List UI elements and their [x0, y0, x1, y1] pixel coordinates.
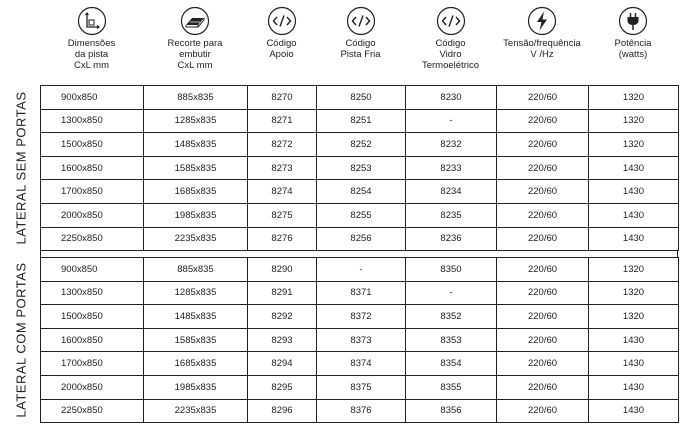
table-row — [41, 180, 679, 204]
section-label-com-portas: LATERAL COM PORTAS — [13, 262, 29, 418]
header-dimensions — [40, 0, 143, 86]
cell-code-vidro: 8233 — [406, 156, 497, 180]
cell-cutout: 1585x835 — [144, 328, 248, 352]
table-row — [41, 227, 679, 251]
cell-code-apoio: 8275 — [248, 203, 317, 227]
cell-voltage: 220/60 — [497, 227, 589, 251]
section-label-sem-portas: LATERAL SEM PORTAS — [13, 91, 29, 245]
cell-voltage: 220/60 — [497, 281, 589, 305]
cell-code-apoio: 8272 — [248, 133, 317, 157]
table-row — [41, 352, 679, 376]
cutout-icon — [180, 6, 210, 36]
cell-power: 1430 — [589, 203, 679, 227]
table-row — [41, 86, 679, 110]
cell-power: 1320 — [589, 281, 679, 305]
cell-code-apoio: 8276 — [248, 227, 317, 251]
cell-voltage: 220/60 — [497, 180, 589, 204]
cell-power: 1430 — [589, 328, 679, 352]
cell-cutout: 1285x835 — [144, 109, 248, 133]
cell-power: 1320 — [589, 305, 679, 329]
table-row — [41, 203, 679, 227]
cell-code-pista-fria: 8374 — [317, 352, 406, 376]
cell-voltage: 220/60 — [497, 352, 589, 376]
header-power — [588, 0, 678, 86]
header-label: Código Apoio — [266, 38, 297, 60]
header-label: Código Vidro Termoelétrico — [421, 38, 480, 71]
cell-voltage: 220/60 — [497, 156, 589, 180]
cell-cutout: 1685x835 — [144, 352, 248, 376]
cell-code-apoio: 8290 — [248, 258, 317, 282]
cell-code-apoio: 8274 — [248, 180, 317, 204]
cell-power: 1430 — [589, 227, 679, 251]
cell-dimensions: 1600x850 — [41, 156, 144, 180]
cell-voltage: 220/60 — [497, 203, 589, 227]
cell-code-vidro: 8232 — [406, 133, 497, 157]
cell-code-vidro: 8234 — [406, 180, 497, 204]
cell-code-apoio: 8273 — [248, 156, 317, 180]
header-cutout — [143, 0, 247, 86]
cell-voltage: 220/60 — [497, 375, 589, 399]
cell-code-pista-fria: 8251 — [317, 109, 406, 133]
cell-dimensions: 2250x850 — [41, 227, 144, 251]
code-icon — [436, 6, 466, 36]
cell-dimensions: 2000x850 — [41, 203, 144, 227]
table-body — [41, 86, 679, 251]
cell-power: 1320 — [589, 109, 679, 133]
cell-dimensions: 1500x850 — [41, 133, 144, 157]
table-com-portas — [40, 257, 679, 423]
cell-code-pista-fria: 8250 — [317, 86, 406, 110]
cell-dimensions: 1500x850 — [41, 305, 144, 329]
cell-code-pista-fria: 8372 — [317, 305, 406, 329]
cell-code-vidro: 8353 — [406, 328, 497, 352]
cell-code-vidro: 8356 — [406, 399, 497, 423]
cell-code-pista-fria: 8252 — [317, 133, 406, 157]
dimensions-icon — [77, 6, 107, 36]
cell-power: 1320 — [589, 133, 679, 157]
table-row — [41, 328, 679, 352]
cell-code-vidro: - — [406, 281, 497, 305]
table-body — [41, 258, 679, 423]
cell-power: 1430 — [589, 352, 679, 376]
cell-cutout: 1485x835 — [144, 305, 248, 329]
table-row — [41, 133, 679, 157]
header-code-pista-fria — [316, 0, 405, 86]
cell-dimensions: 2250x850 — [41, 399, 144, 423]
table-row — [41, 375, 679, 399]
cell-dimensions: 1700x850 — [41, 180, 144, 204]
cell-dimensions: 900x850 — [41, 86, 144, 110]
cell-code-pista-fria: 8254 — [317, 180, 406, 204]
header-label: Código Pista Fria — [340, 38, 381, 60]
cell-cutout: 2235x835 — [144, 227, 248, 251]
cell-code-vidro: 8350 — [406, 258, 497, 282]
cell-cutout: 885x835 — [144, 86, 248, 110]
header-voltage — [496, 0, 588, 86]
cell-code-apoio: 8293 — [248, 328, 317, 352]
table-row — [41, 258, 679, 282]
cell-code-apoio: 8294 — [248, 352, 317, 376]
cell-cutout: 1485x835 — [144, 133, 248, 157]
plug-icon — [618, 6, 648, 36]
header-code-apoio — [247, 0, 316, 86]
lightning-icon — [527, 6, 557, 36]
cell-code-pista-fria: 8255 — [317, 203, 406, 227]
cell-code-pista-fria: 8373 — [317, 328, 406, 352]
cell-voltage: 220/60 — [497, 109, 589, 133]
cell-dimensions: 1300x850 — [41, 281, 144, 305]
cell-voltage: 220/60 — [497, 133, 589, 157]
cell-code-pista-fria: 8256 — [317, 227, 406, 251]
cell-power: 1320 — [589, 86, 679, 110]
table-row — [41, 156, 679, 180]
cell-power: 1430 — [589, 399, 679, 423]
header-label: Recorte para embutir CxL mm — [167, 38, 223, 71]
cell-power: 1430 — [589, 156, 679, 180]
cell-code-vidro: 8354 — [406, 352, 497, 376]
cell-code-pista-fria: 8371 — [317, 281, 406, 305]
cell-dimensions: 2000x850 — [41, 375, 144, 399]
cell-voltage: 220/60 — [497, 258, 589, 282]
cell-dimensions: 1300x850 — [41, 109, 144, 133]
table-sem-portas — [40, 85, 679, 251]
cell-voltage: 220/60 — [497, 399, 589, 423]
header-label: Potência (watts) — [614, 38, 652, 60]
cell-cutout: 1985x835 — [144, 375, 248, 399]
cell-code-apoio: 8271 — [248, 109, 317, 133]
code-icon — [267, 6, 297, 36]
cell-code-pista-fria: 8376 — [317, 399, 406, 423]
table-row — [41, 281, 679, 305]
cell-power: 1430 — [589, 180, 679, 204]
code-icon — [346, 6, 376, 36]
cell-code-vidro: 8352 — [406, 305, 497, 329]
cell-code-apoio: 8292 — [248, 305, 317, 329]
cell-code-vidro: 8230 — [406, 86, 497, 110]
header-label: Dimensões da pista CxL mm — [67, 38, 116, 71]
cell-code-apoio: 8295 — [248, 375, 317, 399]
cell-voltage: 220/60 — [497, 328, 589, 352]
cell-cutout: 2235x835 — [144, 399, 248, 423]
cell-cutout: 1585x835 — [144, 156, 248, 180]
cell-cutout: 1985x835 — [144, 203, 248, 227]
cell-code-pista-fria: 8375 — [317, 375, 406, 399]
cell-code-pista-fria: - — [317, 258, 406, 282]
header-code-vidro — [405, 0, 496, 86]
header-label: Tensão/frequência V /Hz — [503, 38, 581, 60]
cell-cutout: 1285x835 — [144, 281, 248, 305]
table-row — [41, 305, 679, 329]
cell-code-vidro: - — [406, 109, 497, 133]
table-row — [41, 109, 679, 133]
cell-code-vidro: 8355 — [406, 375, 497, 399]
cell-code-vidro: 8235 — [406, 203, 497, 227]
cell-power: 1320 — [589, 258, 679, 282]
cell-dimensions: 1700x850 — [41, 352, 144, 376]
cell-cutout: 885x835 — [144, 258, 248, 282]
cell-dimensions: 900x850 — [41, 258, 144, 282]
cell-voltage: 220/60 — [497, 305, 589, 329]
cell-code-apoio: 8296 — [248, 399, 317, 423]
cell-code-pista-fria: 8253 — [317, 156, 406, 180]
cell-code-apoio: 8291 — [248, 281, 317, 305]
table-row — [41, 399, 679, 423]
cell-power: 1430 — [589, 375, 679, 399]
cell-code-vidro: 8236 — [406, 227, 497, 251]
cell-voltage: 220/60 — [497, 86, 589, 110]
cell-dimensions: 1600x850 — [41, 328, 144, 352]
cell-code-apoio: 8270 — [248, 86, 317, 110]
cell-cutout: 1685x835 — [144, 180, 248, 204]
